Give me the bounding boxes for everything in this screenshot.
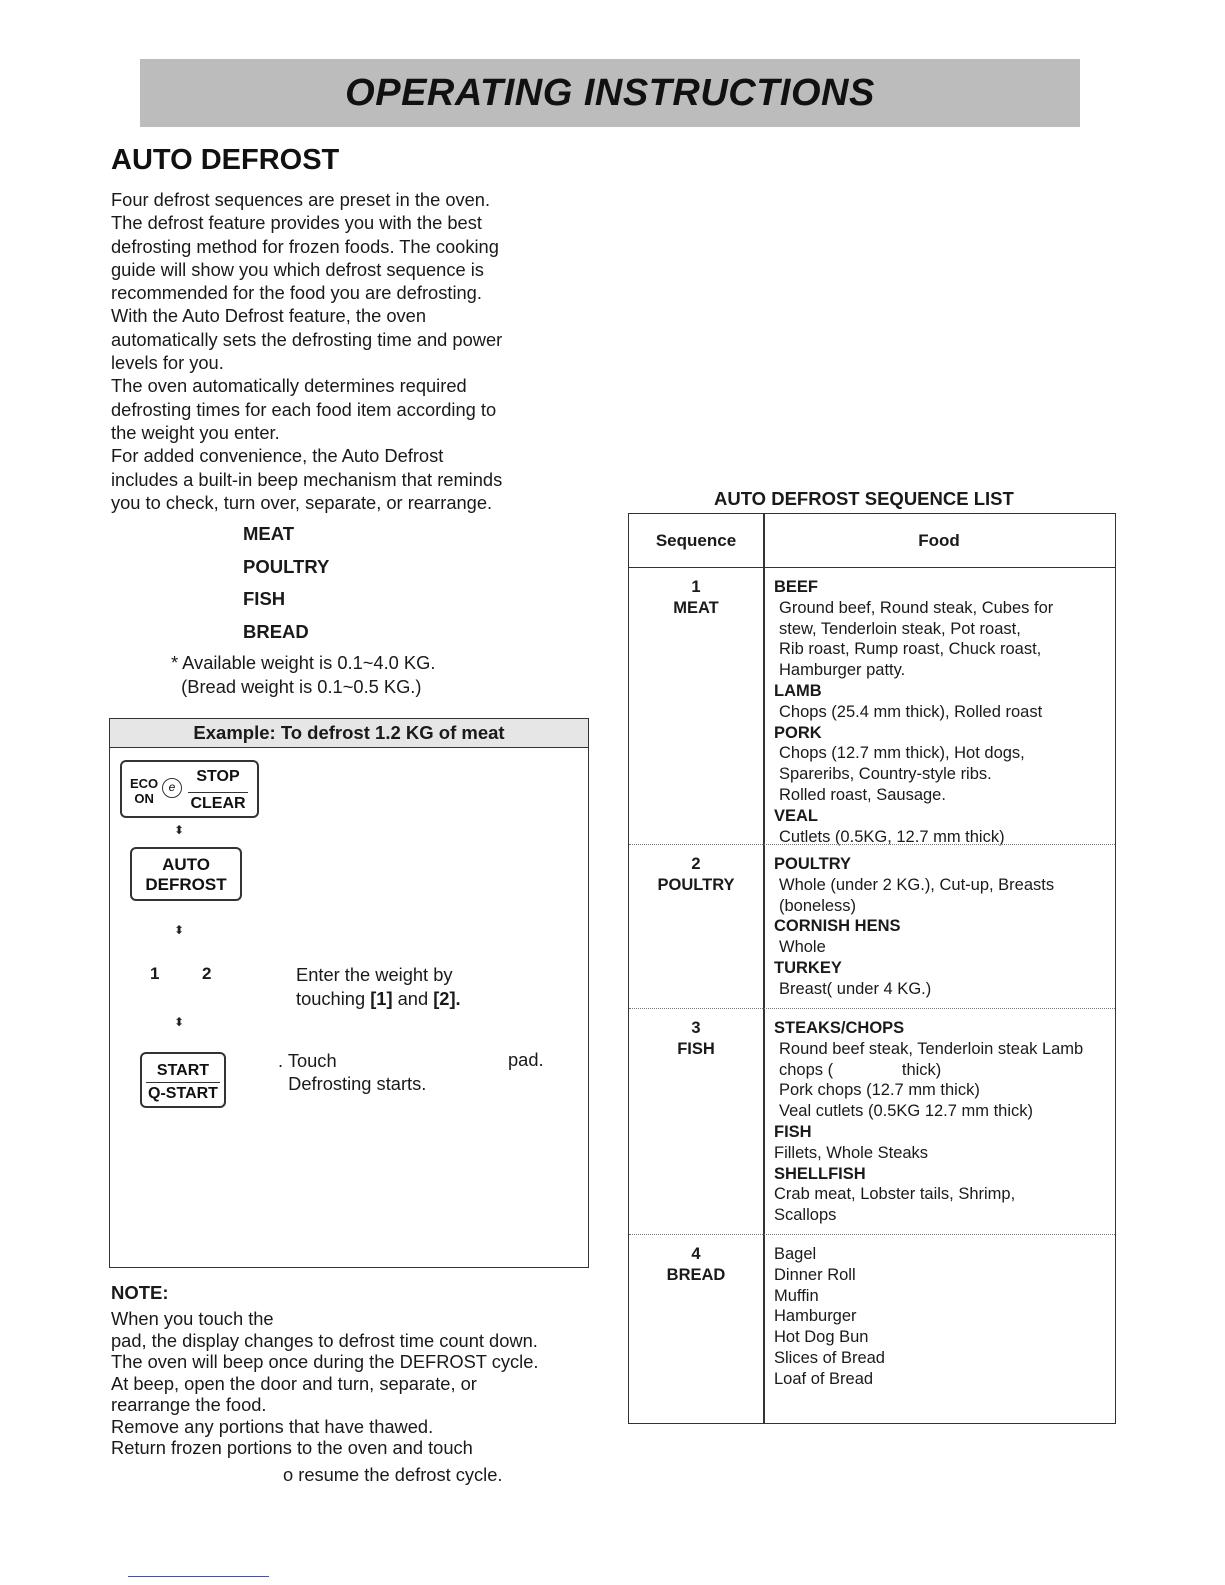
column-divider: [763, 514, 765, 1423]
example-title: Example: To defrost 1.2 KG of meat: [110, 719, 588, 748]
eco-icon: e: [162, 778, 182, 798]
food-item: Spareribs, Country-style ribs.: [779, 765, 992, 784]
food-cell: [774, 1244, 1109, 1390]
food-item: Whole: [779, 938, 826, 957]
start-pad[interactable]: [140, 1052, 226, 1108]
enter-weight-instruction: [296, 963, 461, 1011]
food-category: FISH: [774, 1122, 812, 1141]
note-line: pad, the display changes to defrost time count down.: [111, 1329, 538, 1351]
food-category: LAMB: [774, 681, 822, 700]
food-item: Scallops: [774, 1206, 837, 1225]
intro-line: The oven automatically determines required: [111, 375, 467, 397]
note-line: The oven will beep once during the DEFROST cycle.: [111, 1351, 539, 1372]
food-item: Bagel: [774, 1245, 817, 1263]
note-line: rearrange the food.: [111, 1394, 267, 1415]
start-label: START: [156, 1062, 210, 1079]
sequence-cell: [629, 1018, 763, 1060]
food-cell: [774, 854, 1109, 1000]
food-item: Pork chops (12.7 mm thick): [779, 1081, 980, 1100]
food-item: Round beef steak, Tenderloin steak Lamb: [779, 1039, 1084, 1058]
note-line: Remove any portions that have thawed.: [111, 1415, 434, 1437]
sequence-number: 3: [691, 1019, 701, 1037]
stop-label: STOP: [196, 768, 240, 785]
sequence-cell: [629, 854, 763, 896]
clear-label: CLEAR: [188, 792, 248, 813]
intro-line: defrosting method for frozen foods. The cooking: [111, 235, 499, 257]
header-banner: [140, 59, 1080, 127]
arrow-down-icon: ⬍: [174, 923, 185, 937]
note-line: At beep, open the door and turn, separate, or: [111, 1372, 477, 1394]
note-line: When you touch the: [111, 1308, 274, 1329]
auto-defrost-pad[interactable]: [130, 847, 242, 901]
key-2: [2].: [433, 988, 461, 1009]
food-cell: [774, 1018, 1109, 1226]
food-item: Hamburger: [774, 1307, 857, 1326]
row-divider: [629, 1008, 1115, 1009]
touch-pad-word: pad.: [508, 1049, 544, 1070]
intro-line: For added convenience, the Auto Defrost: [111, 445, 444, 467]
sequence-name: MEAT: [673, 599, 719, 617]
touch-line: . Touch: [278, 1050, 337, 1071]
sequence-name: BREAD: [666, 1266, 726, 1284]
food-item: stew, Tenderloin steak, Pot roast,: [779, 619, 1021, 638]
intro-line: automatically sets the defrosting time and power: [111, 328, 503, 350]
sequence-meat: MEAT: [243, 523, 295, 544]
intro-line: you to check, turn over, separate, or rearrange.: [111, 491, 493, 513]
intro-line: the weight you enter.: [111, 421, 280, 443]
on-label: ON: [134, 791, 154, 806]
eco-label: ECO: [130, 776, 159, 791]
intro-line: includes a built-in beep mechanism that reminds: [111, 468, 503, 490]
availability-line: * Available weight is 0.1~4.0 KG.: [171, 652, 436, 673]
header-divider: [629, 567, 1115, 568]
food-item: Rib roast, Rump roast, Chuck roast,: [779, 640, 1042, 659]
food-category: PORK: [774, 723, 822, 742]
defrost-sequence-table: [628, 513, 1116, 1424]
sequence-fish: FISH: [243, 588, 286, 609]
sequence-poultry: POULTRY: [243, 555, 330, 577]
food-item: Muffin: [774, 1286, 819, 1305]
intro-line: recommended for the food you are defrosting.: [111, 282, 482, 304]
enter-text: touching: [296, 988, 371, 1009]
page-title: OPERATING INSTRUCTIONS: [345, 71, 875, 114]
food-item: Ground beef, Round steak, Cubes for: [779, 598, 1054, 617]
stop-clear-pad[interactable]: [120, 760, 259, 818]
sequence-list: [243, 523, 329, 653]
availability-note: [171, 651, 435, 699]
arrow-down-icon: ⬍: [174, 823, 185, 837]
food-item: Dinner Roll: [774, 1265, 856, 1284]
number-pad-1[interactable]: 1: [150, 964, 160, 983]
food-item: Veal cutlets (0.5KG 12.7 mm thick): [779, 1102, 1034, 1121]
note-text: [111, 1308, 581, 1459]
sequence-cell: [629, 1244, 763, 1286]
food-cell: [774, 577, 1109, 847]
table-title: AUTO DEFROST SEQUENCE LIST: [714, 488, 1014, 509]
enter-line: [296, 987, 461, 1011]
food-category: POULTRY: [774, 855, 851, 873]
food-item: Loaf of Bread: [774, 1369, 874, 1388]
food-item: Chops (12.7 mm thick), Hot dogs,: [779, 744, 1025, 763]
food-item: Hamburger patty.: [779, 661, 906, 680]
sequence-name: POULTRY: [657, 876, 735, 894]
column-header-sequence: Sequence: [655, 531, 737, 550]
enter-text: and: [392, 988, 434, 1009]
food-category: TURKEY: [774, 958, 842, 977]
intro-line: Four defrost sequences are preset in the oven.: [111, 189, 491, 210]
intro-line: guide will show you which defrost sequence is: [111, 258, 484, 280]
intro-line: levels for you.: [111, 352, 224, 374]
sequence-bread: BREAD: [243, 620, 309, 642]
food-item: Fillets, Whole Steaks: [774, 1143, 929, 1162]
availability-line: (Bread weight is 0.1~0.5 KG.): [171, 676, 422, 697]
note-title: NOTE:: [111, 1282, 169, 1303]
section-title: AUTO DEFROST: [111, 144, 340, 176]
sequence-cell: [629, 577, 763, 619]
auto-label: AUTO: [162, 855, 210, 874]
food-item: Cutlets (0.5KG, 12.7 mm thick): [779, 827, 1005, 846]
qstart-label: Q-START: [146, 1082, 220, 1103]
sequence-number: 4: [691, 1245, 701, 1263]
sequence-name: FISH: [677, 1040, 715, 1058]
intro-line: defrosting times for each food item according to: [111, 398, 497, 420]
food-category: SHELLFISH: [774, 1164, 866, 1183]
example-box: [109, 718, 589, 1268]
touch-line: Defrosting starts.: [278, 1073, 427, 1094]
food-item: Crab meat, Lobster tails, Shrimp,: [774, 1185, 1016, 1204]
intro-line: The defrost feature provides you with the best: [111, 212, 482, 234]
food-item: Whole (under 2 KG.), Cut-up, Breasts: [779, 875, 1055, 894]
food-item: chops ( thick): [779, 1060, 942, 1079]
food-item: Hot Dog Bun: [774, 1328, 869, 1347]
row-divider: [629, 1234, 1115, 1235]
food-item: Breast( under 4 KG.): [779, 979, 932, 998]
touch-instruction: [278, 1049, 426, 1095]
footer-underline: [128, 1576, 269, 1577]
food-item: Chops (25.4 mm thick), Rolled roast: [779, 702, 1043, 721]
food-category: CORNISH HENS: [774, 917, 901, 936]
food-item: Rolled roast, Sausage.: [779, 785, 946, 804]
note-line: Return frozen portions to the oven and touch: [111, 1437, 473, 1458]
food-category: BEEF: [774, 578, 819, 596]
defrost-label: DEFROST: [145, 875, 227, 894]
note-last-line: o resume the defrost cycle.: [283, 1464, 503, 1485]
key-1: [1]: [370, 988, 393, 1009]
food-category: VEAL: [774, 806, 819, 825]
enter-line: Enter the weight by: [296, 964, 453, 985]
food-category: STEAKS/CHOPS: [774, 1019, 905, 1037]
column-header-food: Food: [918, 531, 960, 550]
arrow-down-icon: ⬍: [174, 1015, 185, 1029]
intro-text: [111, 188, 551, 514]
number-pad-2[interactable]: 2: [202, 964, 212, 983]
food-item: (boneless): [779, 896, 857, 915]
row-divider: [629, 844, 1115, 845]
sequence-number: 1: [691, 578, 701, 596]
intro-line: With the Auto Defrost feature, the oven: [111, 305, 427, 327]
food-item: Slices of Bread: [774, 1348, 885, 1367]
eco-on-label: [130, 776, 158, 806]
sequence-number: 2: [691, 855, 701, 873]
